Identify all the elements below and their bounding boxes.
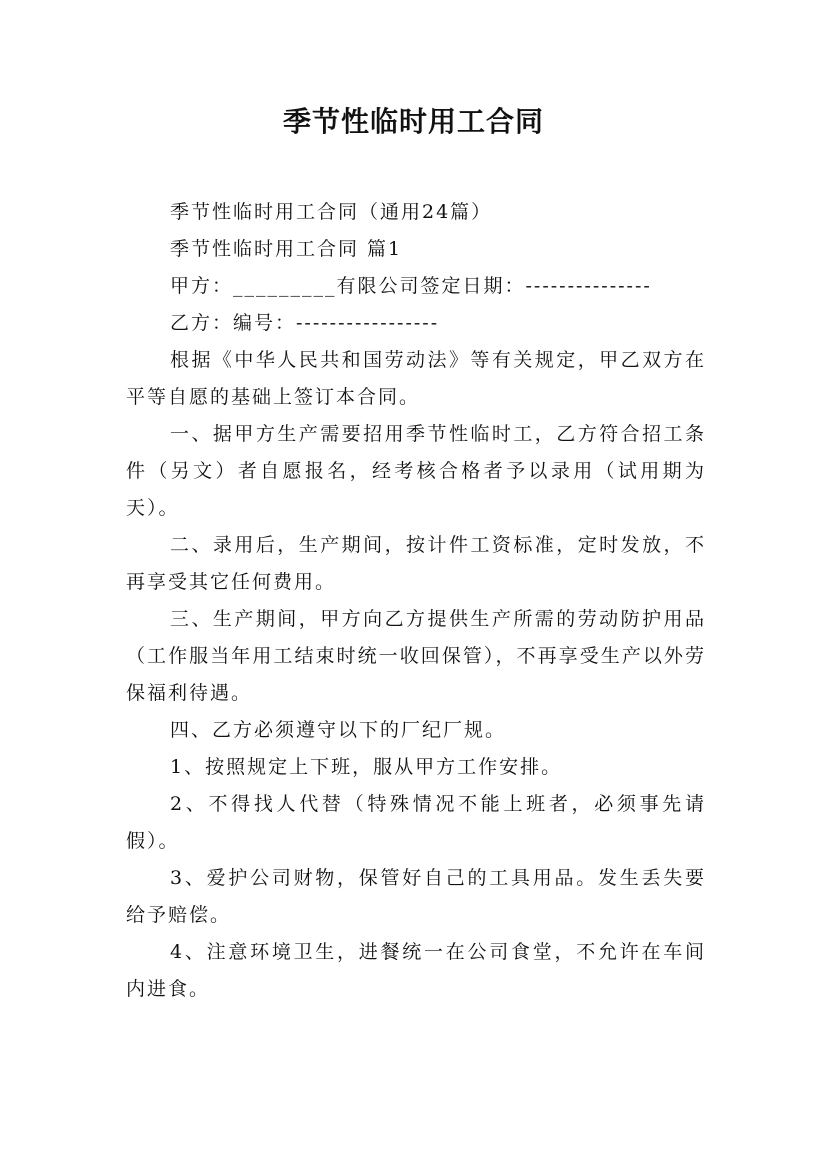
subtitle-paragraph: 季节性临时用工合同（通用24篇） xyxy=(170,201,493,223)
document-body xyxy=(126,194,706,1008)
clause-4-paragraph: 四、乙方必须遵守以下的厂纪厂规。 xyxy=(170,719,507,741)
rule-1-paragraph: 1、按照规定上下班，服从甲方工作安排。 xyxy=(170,756,563,778)
preamble-paragraph: 根据《中华人民共和国劳动法》等有关规定，甲乙双方在平等自愿的基础上签订本合同。 xyxy=(126,349,706,408)
clause-1-paragraph: 一、据甲方生产需要招用季节性临时工，乙方符合招工条件（另文）者自愿报名，经考核合格者予以录用（试用期为天）。 xyxy=(126,423,706,519)
rule-2-paragraph: 2、不得找人代替（特殊情况不能上班者，必须事先请假）。 xyxy=(126,793,706,852)
clause-2-paragraph: 二、录用后，生产期间，按计件工资标准，定时发放，不再享受其它任何费用。 xyxy=(126,534,706,593)
rule-3-paragraph: 3、爱护公司财物，保管好自己的工具用品。发生丢失要给予赔偿。 xyxy=(126,867,706,926)
rule-4-paragraph: 4、注意环境卫生，进餐统一在公司食堂，不允许在车间内进食。 xyxy=(126,941,706,1000)
section-heading: 季节性临时用工合同 篇1 xyxy=(170,238,403,260)
document-title: 季节性临时用工合同 xyxy=(282,105,544,138)
party-a-line: 甲方：_________有限公司签定日期：--------------- xyxy=(170,275,652,297)
party-b-line: 乙方：编号：----------------- xyxy=(170,312,440,334)
clause-3-paragraph: 三、生产期间，甲方向乙方提供生产所需的劳动防护用品（工作服当年用工结束时统一收回保管），不再享受生产以外劳保福利待遇。 xyxy=(126,608,706,704)
